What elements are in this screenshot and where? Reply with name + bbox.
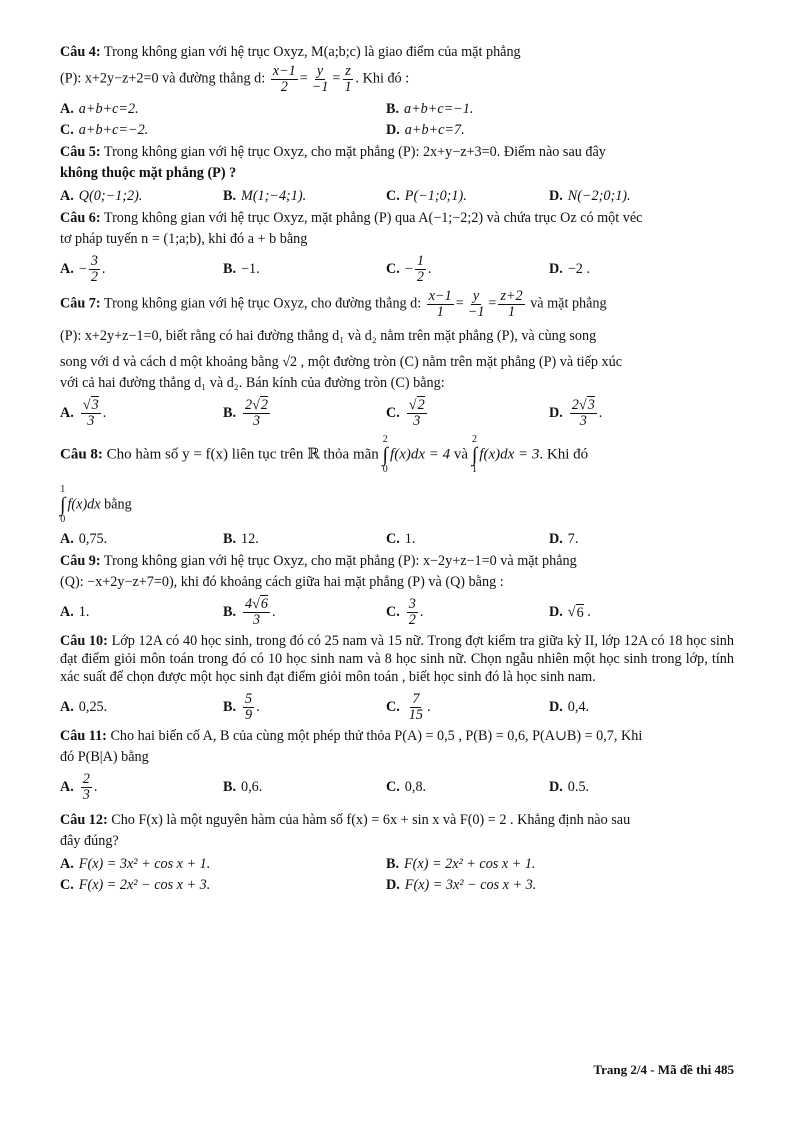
option-c[interactable]: C. 0,8. — [386, 778, 427, 795]
question-text: không thuộc mặt phẳng (P) ? — [60, 164, 237, 181]
option-c[interactable]: C. − $\frac{1}{2}$ . — [386, 252, 432, 285]
option-d[interactable]: D. −2 . — [549, 260, 590, 277]
options-row — [60, 692, 734, 723]
fraction: $\frac{4√6}{3}$ — [245, 596, 268, 629]
fraction: $\frac{x-1}{2}$ — [272, 63, 296, 95]
question-text: đó P(B|A) bằng — [60, 748, 149, 765]
question-text: Trong không gian với hệ trục Oxyz, M(a;b;c) là giao điểm của mặt phẳng — [100, 44, 521, 60]
option-d[interactable]: D. F(x) = 3x² − cos x + 3. — [386, 876, 537, 893]
option-b[interactable]: B. −1. — [223, 260, 260, 277]
integral-sign: 2 ∫ 1 — [471, 434, 478, 476]
options-row — [60, 877, 734, 894]
option-a[interactable]: A. $\frac{√3}{3}$ . — [60, 397, 107, 430]
option-b[interactable]: B. F(x) = 2x² + cos x + 1. — [386, 855, 536, 872]
fraction: $\frac{1}{2}$ — [416, 252, 424, 285]
fraction: $\frac{y}{-1}$ — [311, 63, 329, 95]
option-d[interactable]: D. N(−2;0;1). — [549, 187, 631, 204]
question-5 — [60, 143, 734, 205]
page-footer: Trang 2/4 - Mã đề thi 485 — [593, 1062, 734, 1077]
option-d[interactable]: D. a+b+c=7. — [386, 121, 465, 138]
fraction: $\frac{√2}{3}$ — [408, 397, 425, 430]
option-a[interactable]: A. Q(0;−1;2). — [60, 187, 143, 204]
question-text: Cho hàm số y = f(x) liên tục trên ℝ thỏa mãn — [102, 446, 383, 463]
option-d[interactable]: D. 0,4. — [549, 698, 590, 715]
question-label: Câu 11: — [60, 727, 107, 744]
option-a[interactable]: A. 0,25. — [60, 698, 108, 715]
question-label: Câu 4: — [60, 44, 101, 60]
options-row — [60, 398, 734, 429]
fraction: $\frac{√3}{3}$ — [82, 397, 99, 430]
integral-sign: 2 ∫ 0 — [382, 434, 389, 476]
option-d[interactable]: D. $\frac{2√3}{3}$ . — [549, 397, 603, 430]
option-c[interactable]: C. F(x) = 2x² − cos x + 3. — [60, 876, 211, 893]
question-text: Trong không gian với hệ trục Oxyz, mặt phẳng (P) qua A(−1;−2;2) và chứa trục Oz có một véc — [100, 209, 643, 226]
question-text: Lớp 12A có 40 học sinh, trong đó có 25 nam và 15 nữ. Trong đợt kiểm tra giữa kỳ II, lớp 12A có 18 học sinh đạt điểm giỏi môn toán trong đó có 10 học sinh nam và 8 học sinh nữ. Chọn ngẫu nhiên một học sinh trong lớp, tính xác suất để chọn được một học sinh đạt điểm giỏi môn toán , biết học sinh đó là học sinh nam. — [60, 633, 734, 686]
question-label: Câu 8: — [60, 446, 103, 463]
options-row — [60, 856, 734, 873]
fraction: $\frac{7}{15}$ — [408, 691, 423, 723]
question-6 — [60, 209, 734, 285]
question-10 — [60, 632, 734, 723]
integral-sign: 1 ∫ 0 — [60, 484, 66, 526]
question-label: Câu 9: — [60, 553, 101, 570]
option-a[interactable]: A. F(x) = 3x² + cos x + 1. — [60, 855, 211, 872]
question-11 — [60, 727, 734, 803]
options-row — [60, 101, 734, 118]
question-text: Cho F(x) là một nguyên hàm của hàm số f(x) = 6x + sin x và F(0) = 2 . Khẳng định nào sau — [107, 811, 631, 828]
question-text: song với d và cách d một khoảng bằng √2 , một đường tròn (C) nằm trên mặt phẳng (P) và tiếp xúc — [60, 354, 623, 371]
options-row — [60, 531, 734, 548]
question-label: Câu 10: — [60, 633, 108, 650]
option-d[interactable]: D. 0.5. — [549, 778, 590, 795]
option-b[interactable]: B. a+b+c=−1. — [386, 100, 474, 117]
fraction: $\frac{z+2}{1}$ — [500, 287, 523, 320]
option-b[interactable]: B. $\frac{5}{9}$ . — [223, 691, 260, 723]
option-a[interactable]: A. 0,75. — [60, 531, 108, 548]
question-4: Câu 4: Trong không gian với hệ trục Oxyz, M(a;b;c) là giao điểm của mặt phẳng (P): x+2y−z+2=0 và đường thẳng d: $\frac{x-1}{2}$ = $\frac{y}{-1}$ = $\frac{z}{1}$ . Khi đó : A. a+b+c=2. B. a+b+c=−1. C. a+b+c=−2. D. a+b+c=7. — [60, 43, 734, 139]
option-b[interactable]: B. $\frac{2√2}{3}$ — [223, 397, 268, 430]
question-8: Câu 8: Cho hàm số y = f(x) liên tục trên ℝ thỏa mãn 2 ∫ 0 f(x)dx = 4 và 2 ∫ 1 f(x)dx = 3. Khi đó 1 ∫ 0 f(x)dx bằng A. 0,75. B. 12. C. 1. D. 7. — [60, 435, 734, 548]
question-text: Trong không gian với hệ trục Oxyz, cho mặt phẳng (P): x−2y+z−1=0 và mặt phẳng — [100, 553, 577, 570]
question-text: tơ pháp tuyến n = (1;a;b), khi đó a + b bằng — [60, 230, 308, 247]
fraction: $\frac{3}{2}$ — [90, 252, 98, 285]
fraction: $\frac{2}{3}$ — [82, 770, 90, 803]
question-text: với cả hai đường thẳng d₁ và d₂. Bán kính của đường tròn (C) bằng: — [60, 375, 445, 392]
question-text: Cho hai biến cố A, B của cùng một phép thử thỏa P(A) = 0,5 , P(B) = 0,6, P(A∪B) = 0,7, Khi — [106, 727, 643, 744]
options-row — [60, 772, 734, 803]
fraction: $\frac{5}{9}$ — [245, 691, 253, 723]
option-a[interactable]: A. $\frac{2}{3}$ . — [60, 770, 98, 803]
option-b[interactable]: B. 12. — [223, 531, 259, 548]
fraction: $\frac{y}{-1}$ — [467, 287, 485, 320]
option-b[interactable]: B. $\frac{4√6}{3}$ . — [223, 596, 276, 629]
question-7: Câu 7: Trong không gian với hệ trục Oxyz, cho đường thẳng d: $\frac{x-1}{1}$ = $\frac{y}{-1}$ = $\frac{z+2}{1}$ và mặt phẳng (P): x+2y+z−1=0, biết rằng có hai đường thẳng d₁ và d₂ nằm trên mặt phẳng (P), và cùng song song với d và cách d một khoảng bằng √2 , một đường tròn (C) nằm trên mặt phẳng (P) và tiếp xúc với cả hai đường thẳng d₁ và d₂. Bán kính của đường tròn (C) bằng: A. $\frac{√3}{3}$ . B. $\frac{2√2}{3}$ C. $\frac{√2}{3}$ D. $\frac{2√3}{3}$ . — [60, 289, 734, 430]
question-text: (P): x+2y+z−1=0, biết rằng có hai đường thẳng d₁ và d₂ nằm trên mặt phẳng (P), và cùng song — [60, 328, 597, 345]
option-c[interactable]: C. $\frac{3}{2}$ . — [386, 596, 424, 629]
question-text: (P): x+2y−z+2=0 và đường thẳng d: — [60, 70, 266, 87]
fraction: $\frac{2√2}{3}$ — [245, 397, 268, 430]
option-c[interactable]: C. P(−1;0;1). — [386, 187, 467, 204]
question-label: Câu 5: — [60, 143, 101, 160]
options-row — [60, 188, 734, 205]
question-text: Trong không gian với hệ trục Oxyz, cho đường thẳng d: — [100, 295, 422, 312]
options-row — [60, 122, 734, 139]
question-label: Câu 12: — [60, 811, 108, 828]
option-a[interactable]: A. a+b+c=2. — [60, 100, 139, 117]
option-a[interactable]: A. 1. — [60, 604, 90, 621]
option-c[interactable]: C. $\frac{√2}{3}$ — [386, 397, 425, 430]
option-c[interactable]: C. a+b+c=−2. — [60, 121, 149, 138]
question-12 — [60, 811, 734, 894]
fraction: $\frac{z}{1}$ — [344, 63, 352, 95]
fraction: $\frac{3}{2}$ — [408, 596, 416, 629]
fraction: $\frac{x-1}{1}$ — [428, 287, 452, 320]
option-a[interactable]: A. − $\frac{3}{2}$ . — [60, 252, 106, 285]
question-9 — [60, 552, 734, 628]
question-text: (Q): −x+2y−z+7=0), khi đó khoảng cách giữa hai mặt phẳng (P) và (Q) bằng : — [60, 574, 504, 591]
options-row — [60, 254, 734, 285]
fraction: $\frac{2√3}{3}$ — [571, 397, 595, 430]
option-b[interactable]: B. 0,6. — [223, 778, 263, 795]
question-label: Câu 6: — [60, 209, 101, 226]
option-b[interactable]: B. M(1;−4;1). — [223, 187, 307, 204]
option-c[interactable]: C. $\frac{7}{15}$ . — [386, 691, 431, 723]
option-d[interactable]: D. √ 6 . — [549, 604, 591, 621]
question-text: đây đúng? — [60, 832, 119, 849]
options-row — [60, 597, 734, 628]
option-d[interactable]: D. 7. — [549, 531, 579, 548]
question-label: Câu 7: — [60, 295, 101, 312]
option-c[interactable]: C. 1. — [386, 531, 416, 548]
question-text: Trong không gian với hệ trục Oxyz, cho mặt phẳng (P): 2x+y−z+3=0. Điểm nào sau đây — [100, 143, 606, 160]
